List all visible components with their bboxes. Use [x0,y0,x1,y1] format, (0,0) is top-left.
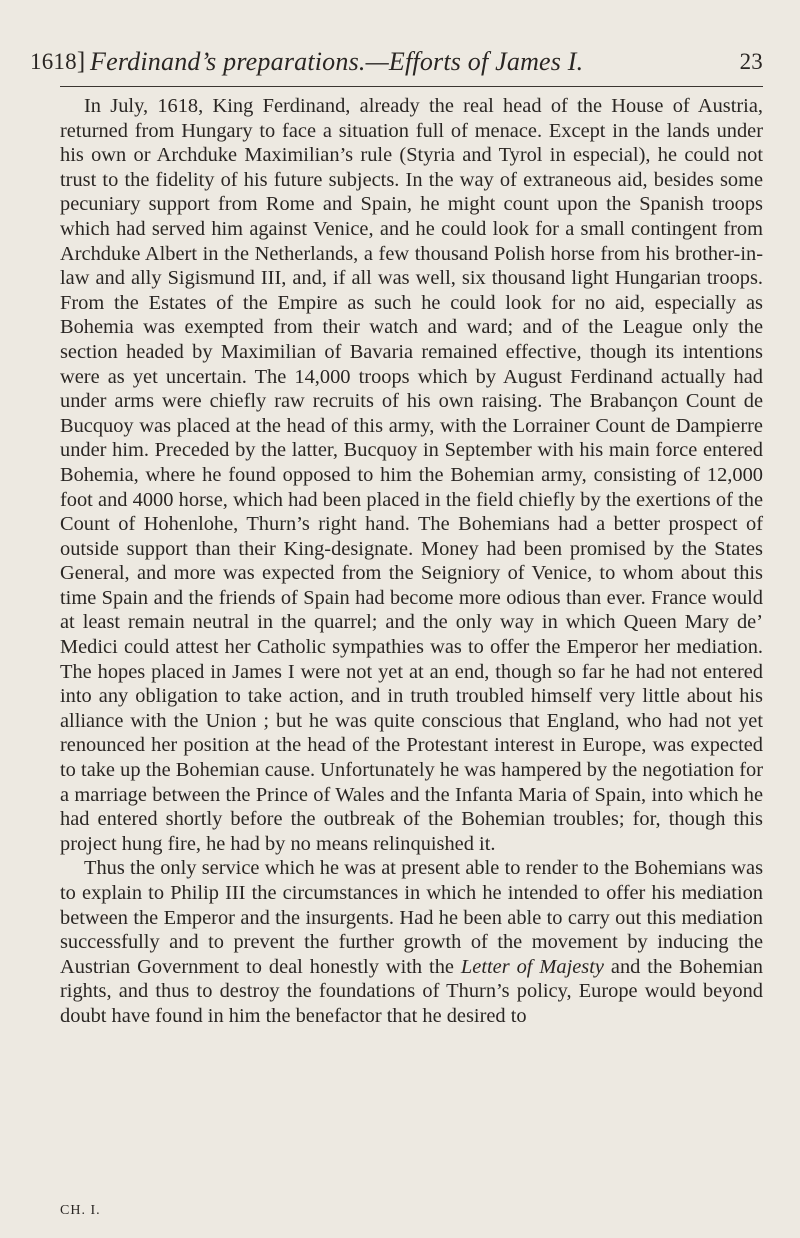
year-text: 1618 [30,49,77,74]
header-rule [60,86,763,87]
letter-of-majesty-italic: Letter of Majesty [460,955,604,978]
paragraph-2-start: Thus the only service which he was at present able to render to the Bohemians was to explain to Philip III the circumstances in which he intended to offer his mediation between the Emperor and the insurgents. Had he been able to carry out this mediation successfully and to prevent the further growth of the movement by inducing the Austrian Government to deal honestly with the [60,857,763,978]
header-year [30,40,85,84]
footer-signature: CH. I. [60,1203,101,1218]
paragraph-2-end: and the Bohemian rights, and thus to destroy the foundations of Thurn’s policy, Europe would beyond doubt have found in him the benefactor that he desired to [60,955,763,1027]
page-number: 23 [739,49,763,74]
paragraph-1: In July, 1618, King Ferdinand, already the real head of the House of Austria, returned from Hungary to face a situation full of menace. Except in the lands under his own or Archduke Maximilian’s rule (Styria and Tyrol in especial), he could not trust to the fidelity of his future subjects. In the way of extraneous aid, besides some pecuniary support from Rome and Spain, he might count upon the Spanish troops which had served him against Venice, and he could look for a small contingent from Archduke Albert in the Netherlands, a few thousand Polish horse from his brother-in-law and ally Sigismund III, and, if all was well, six thousand light Hungarian troops. From the Estates of the Empire as such he could look for no aid, especially as Bohemia was exempted from their watch and ward; and of the League only the section headed by Maximilian of Bavaria remained effective, though its intentions were as yet uncertain. The 14,000 troops which by August Ferdinand actually had under arms were chiefly raw recruits of his own raising. The Brabançon Count de Bucquoy was placed at the head of this army, with the Lorrainer Count de Dampierre under him. Preceded by the latter, Bucquoy in September with his main force entered Bohemia, where he found opposed to him the Bohemian army, consisting of 12,000 foot and 4000 horse, which had been placed in the field chiefly by the exertions of the Count of Hohenlohe, Thurn’s right hand. The Bohemians had a better prospect of outside support than their King-designate. Money had been promised by the States General, and more was expected from the Seigniory of Venice, to whom about this time Spain and the friends of Spain had become more odious than ever. France would at least remain neutral in the quarrel; and the only way in which Queen Mary de’ Medici could attest her Catholic sympathies was to offer the Emperor her mediation. The hopes placed in James I were not yet at an end, though so far he had not entered into any obligation to take action, and in truth troubled himself very little about his alliance with the Union ; but he was quite conscious that England, who had not yet renounced her position at the head of the Protestant interest in Europe, was expected to take up the Bohemian cause. Unfortunately he was hampered by the negotiation for a marriage between the Prince of Wales and the Infanta Maria of Spain, into which he had entered shortly before the outbreak of the Bohemian troubles; for, though this project hung fire, he had by no means relinquished it. [60,95,763,855]
running-head [30,40,763,84]
running-title: Ferdinand’s preparations.—Efforts of James I. [90,47,584,76]
paragraph-2 [60,856,763,1028]
body-text [60,94,763,1029]
year-bracket: ] [76,48,86,75]
